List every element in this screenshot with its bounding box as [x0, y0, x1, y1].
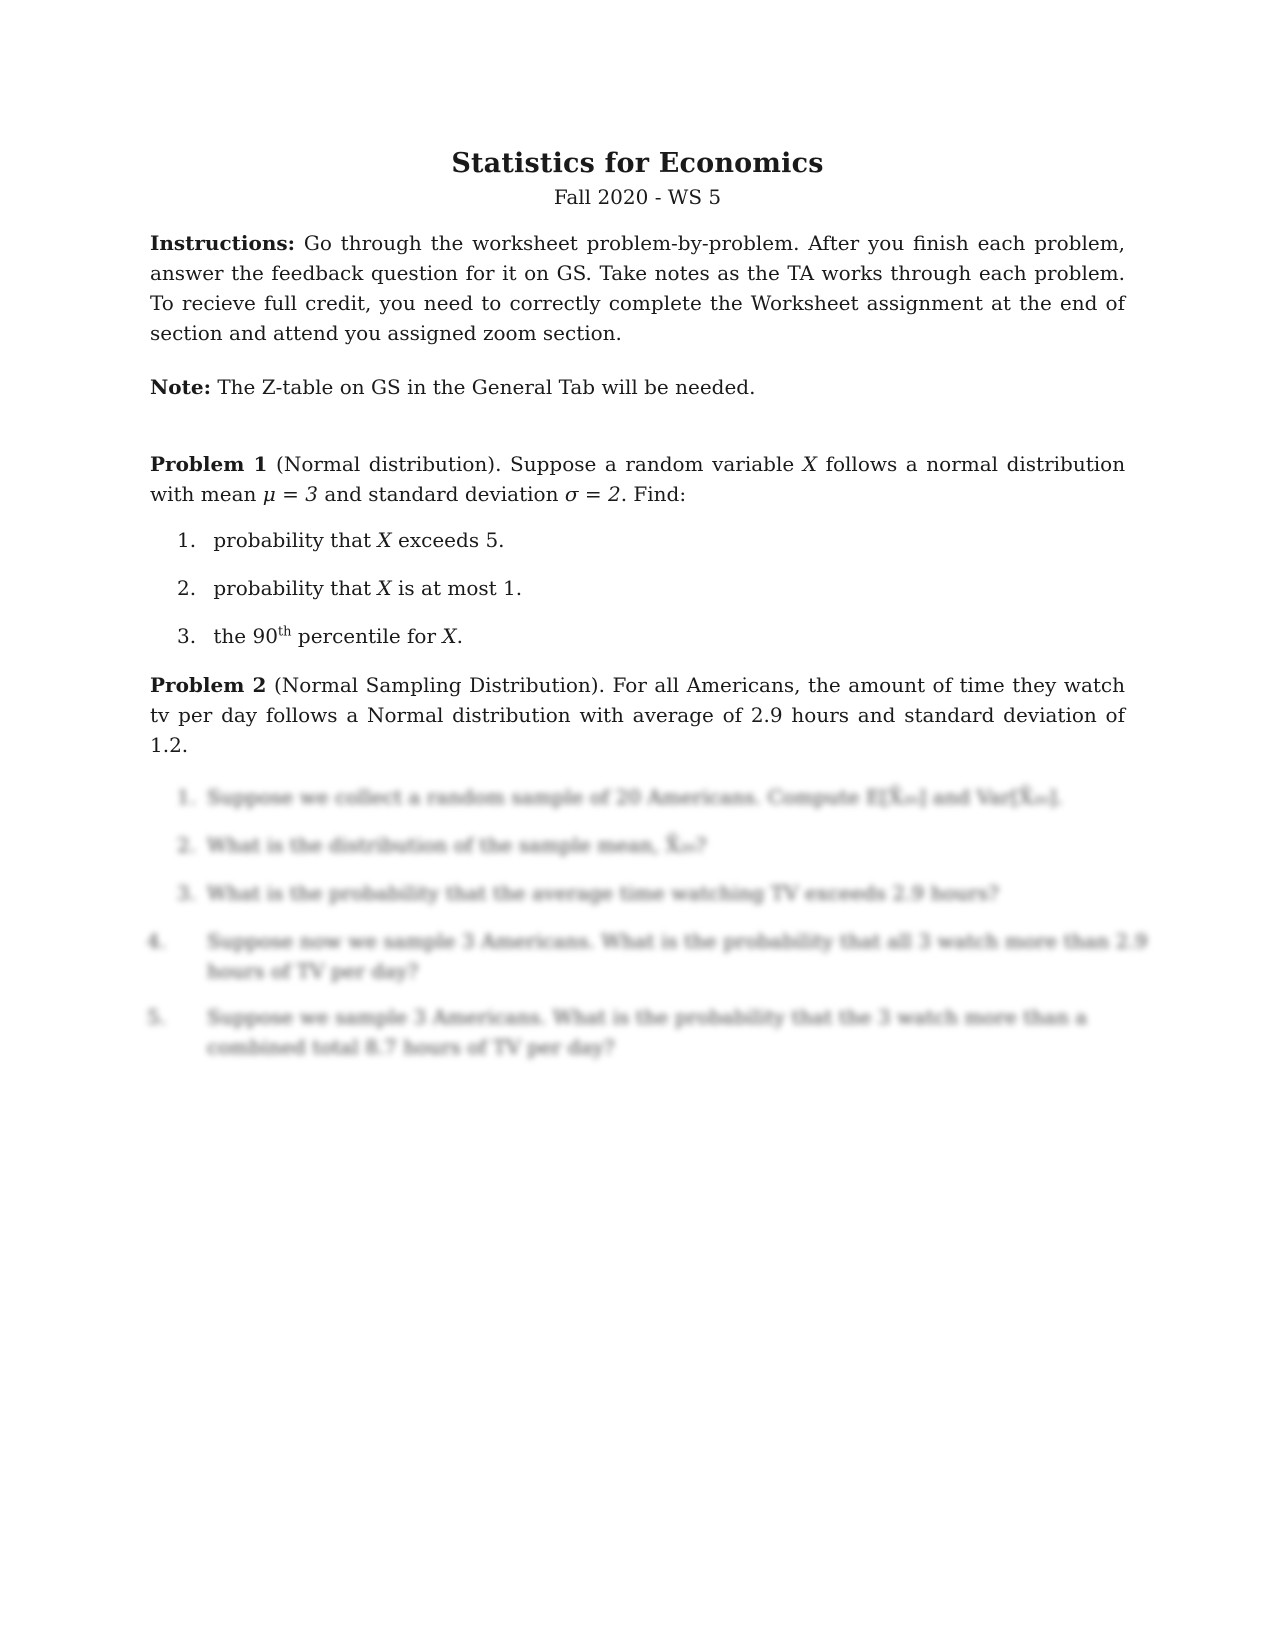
document-subtitle: Fall 2020 - WS 5	[553, 185, 722, 209]
list-item: 2. What is the distribution of the sample mean, X̄₂₀?	[177, 833, 707, 857]
list-item: 1. probability that X exceeds 5.	[177, 528, 505, 552]
problem-2-label: Problem 2	[150, 673, 267, 697]
note-label: Note:	[150, 375, 211, 399]
instructions-paragraph	[150, 228, 1125, 348]
note-text: The Z-table on GS in the General Tab will be needed.	[217, 375, 756, 399]
problem-1-sigma: σ = 2	[564, 482, 621, 506]
problem-2-text: For all Americans, the amount of time they watch tv per day follows a Normal distribution with average of 2.9 hours and standard deviation of 1.2.	[150, 673, 1126, 757]
list-item: 4. Suppose now we sample 3 Americans. What is the probability that all 3 watch more than 2.9 hours of TV per day?	[147, 929, 1148, 983]
list-item: 1. Suppose we collect a random sample of 20 Americans. Compute E[X̄₂₀] and Var[X̄₂₀].	[177, 785, 1063, 809]
problem-1-mu: μ = 3	[262, 482, 318, 506]
problem-1-text-c: and standard deviation	[324, 482, 559, 506]
problem-1-text-b: follows a normal distribution with mean	[150, 452, 1126, 506]
list-item: 5. Suppose we sample 3 Americans. What is the probability that the 3 watch more than a combined total 8.7 hours of TV per day?	[147, 1005, 1088, 1059]
instructions-text: Go through the worksheet problem-by-problem. After you finish each problem, answer the feedback question for it on GS. Take notes as the TA works through each problem. To recieve full credit, you need to correctly complete the Worksheet assignment at the end of section and attend you assigned zoom section.	[150, 231, 1126, 345]
problem-1-text-d: . Find:	[620, 482, 687, 506]
list-item: 3. the 90th percentile for X.	[177, 624, 464, 648]
instructions-label: Instructions:	[150, 231, 296, 255]
problem-1-text-a: Suppose a random variable	[510, 452, 795, 476]
list-item: 2. probability that X is at most 1.	[177, 576, 523, 600]
problem-2-statement	[150, 670, 1125, 760]
problem-1-variable: X	[802, 452, 818, 476]
problem-2-topic: (Normal Sampling Distribution).	[273, 673, 605, 697]
list-item: 3. What is the probability that the average time watching TV exceeds 2.9 hours?	[177, 881, 999, 905]
document-title: Statistics for Economics	[451, 148, 824, 179]
problem-1-statement	[150, 449, 1125, 509]
note-paragraph	[150, 372, 1125, 402]
problem-1-label: Problem 1	[150, 452, 268, 476]
problem-1-topic: (Normal distribution).	[276, 452, 502, 476]
